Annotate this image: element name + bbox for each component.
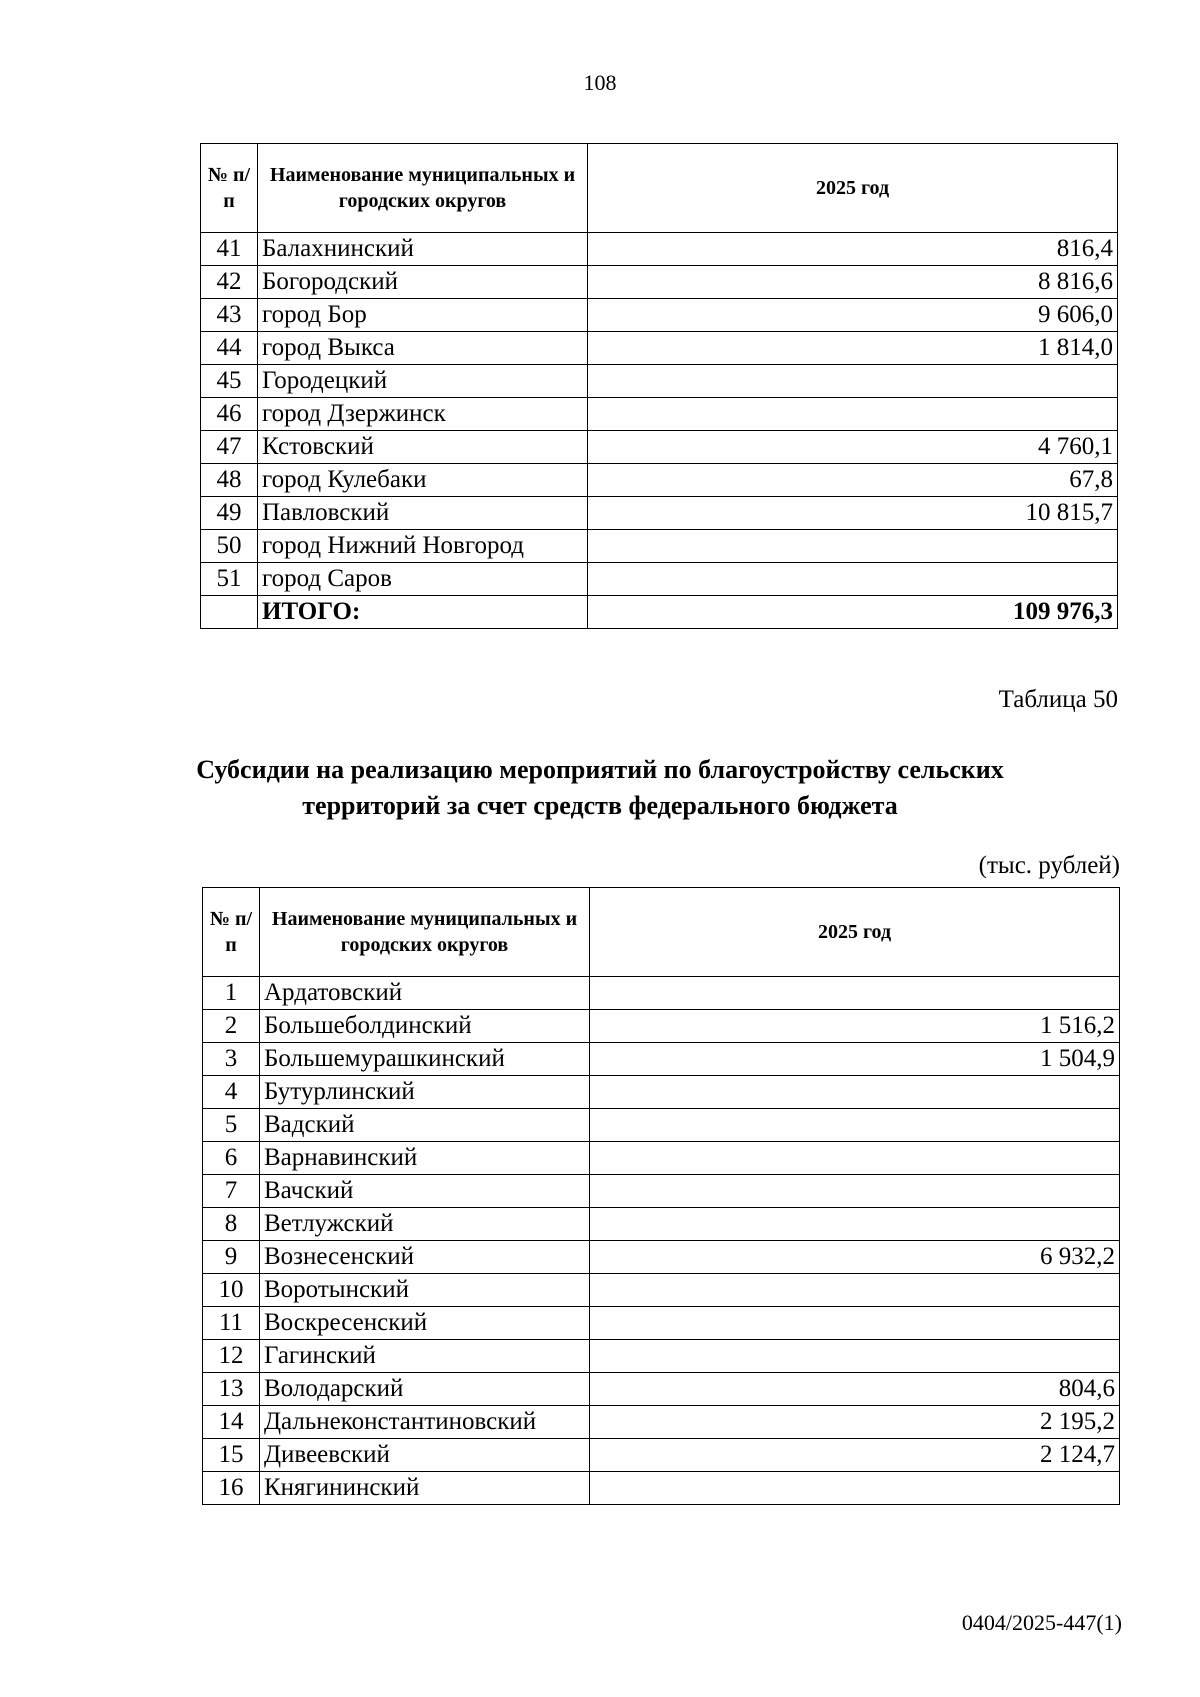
total-label: ИТОГО: — [258, 596, 588, 629]
table-bottom-body — [203, 977, 1120, 1505]
units-label: (тыс. рублей) — [978, 852, 1120, 879]
row-name: Воротынский — [260, 1274, 590, 1307]
row-name: город Выкса — [258, 332, 588, 365]
row-value — [588, 563, 1118, 596]
row-value — [590, 1109, 1120, 1142]
table-header-row — [203, 888, 1120, 977]
row-value: 2 124,7 — [590, 1439, 1120, 1472]
table-row — [201, 431, 1118, 464]
row-name: Дальнеконстантиновский — [260, 1406, 590, 1439]
row-value — [590, 1208, 1120, 1241]
table-row — [201, 266, 1118, 299]
row-number: 12 — [203, 1340, 260, 1373]
row-name: город Кулебаки — [258, 464, 588, 497]
table-row — [201, 530, 1118, 563]
table-bottom — [202, 887, 1120, 1505]
table-row — [203, 977, 1120, 1010]
row-number: 8 — [203, 1208, 260, 1241]
table-row — [201, 563, 1118, 596]
table-row — [201, 299, 1118, 332]
row-value: 10 815,7 — [588, 497, 1118, 530]
row-value — [590, 1340, 1120, 1373]
row-number: 51 — [201, 563, 258, 596]
row-name: Балахнинский — [258, 233, 588, 266]
row-number: 6 — [203, 1142, 260, 1175]
row-value — [590, 1274, 1120, 1307]
row-number: 42 — [201, 266, 258, 299]
row-value — [590, 1076, 1120, 1109]
row-name: Богородский — [258, 266, 588, 299]
table-row — [203, 1043, 1120, 1076]
row-name: город Дзержинск — [258, 398, 588, 431]
total-num-cell — [201, 596, 258, 629]
row-number: 43 — [201, 299, 258, 332]
table-row — [203, 1472, 1120, 1505]
row-value: 67,8 — [588, 464, 1118, 497]
row-name: Городецкий — [258, 365, 588, 398]
header-name: Наименование муниципальных и городских округов — [258, 144, 588, 233]
table-caption: Таблица 50 — [998, 686, 1118, 713]
document-code: 0404/2025-447(1) — [961, 1610, 1122, 1635]
header-name: Наименование муниципальных и городских округов — [260, 888, 590, 977]
table-row — [203, 1439, 1120, 1472]
row-name: Гагинский — [260, 1340, 590, 1373]
header-num: № п/п — [203, 888, 260, 977]
row-name: Павловский — [258, 497, 588, 530]
row-name: Ардатовский — [260, 977, 590, 1010]
row-value: 8 816,6 — [588, 266, 1118, 299]
row-name: Ветлужский — [260, 1208, 590, 1241]
row-name: Володарский — [260, 1373, 590, 1406]
row-name: Вадский — [260, 1109, 590, 1142]
row-number: 50 — [201, 530, 258, 563]
row-value — [588, 398, 1118, 431]
row-number: 4 — [203, 1076, 260, 1109]
row-name: Бутурлинский — [260, 1076, 590, 1109]
row-value — [590, 1175, 1120, 1208]
row-number: 3 — [203, 1043, 260, 1076]
row-number: 45 — [201, 365, 258, 398]
table-row — [203, 1406, 1120, 1439]
table-top-body — [201, 233, 1118, 596]
table-row — [203, 1373, 1120, 1406]
row-value: 4 760,1 — [588, 431, 1118, 464]
row-name: Княгининский — [260, 1472, 590, 1505]
table-row — [201, 464, 1118, 497]
table-row — [201, 398, 1118, 431]
row-number: 11 — [203, 1307, 260, 1340]
total-value: 109 976,3 — [588, 596, 1118, 629]
row-value — [590, 1142, 1120, 1175]
row-value: 6 932,2 — [590, 1241, 1120, 1274]
row-number: 44 — [201, 332, 258, 365]
row-value: 816,4 — [588, 233, 1118, 266]
table-row — [201, 332, 1118, 365]
row-number: 1 — [203, 977, 260, 1010]
row-number: 16 — [203, 1472, 260, 1505]
table-row — [201, 233, 1118, 266]
row-name: город Саров — [258, 563, 588, 596]
row-number: 14 — [203, 1406, 260, 1439]
row-value — [590, 1472, 1120, 1505]
table-row — [203, 1109, 1120, 1142]
header-num: № п/п — [201, 144, 258, 233]
row-value: 9 606,0 — [588, 299, 1118, 332]
row-number: 41 — [201, 233, 258, 266]
table-header-row — [201, 144, 1118, 233]
table-row — [203, 1142, 1120, 1175]
row-name: Большемурашкинский — [260, 1043, 590, 1076]
table-row — [201, 497, 1118, 530]
row-name: Вознесенский — [260, 1241, 590, 1274]
row-value — [588, 530, 1118, 563]
row-name: Кстовский — [258, 431, 588, 464]
row-value — [590, 977, 1120, 1010]
row-number: 46 — [201, 398, 258, 431]
table-row — [203, 1340, 1120, 1373]
row-name: город Нижний Новгород — [258, 530, 588, 563]
page-number: 108 — [583, 70, 617, 95]
row-number: 13 — [203, 1373, 260, 1406]
header-year: 2025 год — [590, 888, 1120, 977]
header-year: 2025 год — [588, 144, 1118, 233]
table-row — [203, 1241, 1120, 1274]
table-row — [201, 365, 1118, 398]
row-value: 1 504,9 — [590, 1043, 1120, 1076]
table-row — [203, 1175, 1120, 1208]
row-name: Дивеевский — [260, 1439, 590, 1472]
row-number: 10 — [203, 1274, 260, 1307]
table-row — [203, 1208, 1120, 1241]
row-name: Большеболдинский — [260, 1010, 590, 1043]
row-number: 15 — [203, 1439, 260, 1472]
row-number: 47 — [201, 431, 258, 464]
row-name: Вачский — [260, 1175, 590, 1208]
row-number: 9 — [203, 1241, 260, 1274]
row-value — [590, 1307, 1120, 1340]
row-value: 804,6 — [590, 1373, 1120, 1406]
row-name: город Бор — [258, 299, 588, 332]
row-value: 1 814,0 — [588, 332, 1118, 365]
table-row — [203, 1076, 1120, 1109]
row-name: Воскресенский — [260, 1307, 590, 1340]
row-number: 2 — [203, 1010, 260, 1043]
row-number: 49 — [201, 497, 258, 530]
table-row — [203, 1307, 1120, 1340]
table-row — [203, 1010, 1120, 1043]
table-row — [203, 1274, 1120, 1307]
table-top — [200, 143, 1118, 629]
row-number: 7 — [203, 1175, 260, 1208]
total-row — [201, 596, 1118, 629]
document-title: Субсидии на реализацию мероприятий по благоустройству сельских территорий за счет средств федерального бюджета — [196, 755, 1004, 820]
row-value: 1 516,2 — [590, 1010, 1120, 1043]
row-number: 5 — [203, 1109, 260, 1142]
row-number: 48 — [201, 464, 258, 497]
row-name: Варнавинский — [260, 1142, 590, 1175]
row-value — [588, 365, 1118, 398]
row-value: 2 195,2 — [590, 1406, 1120, 1439]
